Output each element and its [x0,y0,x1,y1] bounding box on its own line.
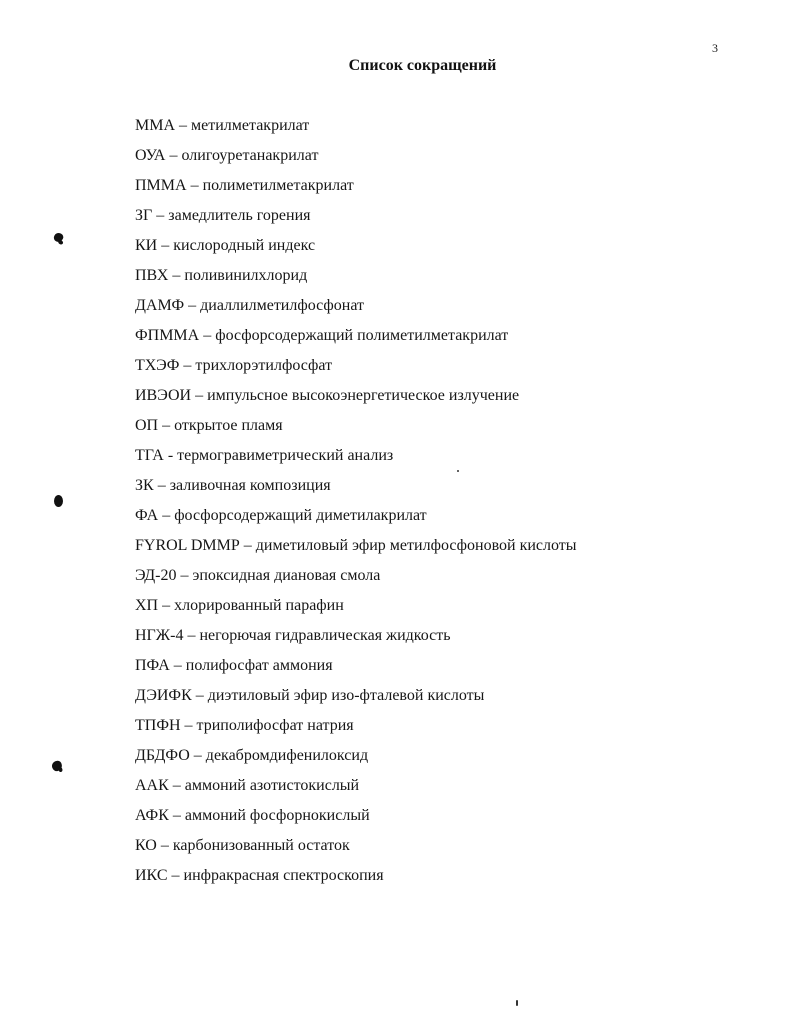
ink-blot-mark [51,760,64,773]
abbreviation-separator: – [203,327,212,344]
abbreviation-entry [135,356,577,386]
abbreviation-meaning: триполифосфат натрия [196,717,354,734]
abbreviation-meaning: кислородный индекс [173,237,316,254]
abbreviation-separator: – [193,747,202,764]
abbreviation-term: ТПФН [135,717,181,734]
abbreviation-separator: – [187,627,196,644]
abbreviation-separator: – [183,357,192,374]
abbreviation-term: ИВЭОИ [135,387,192,404]
abbreviation-separator: – [156,207,165,224]
abbreviation-entry [135,386,577,416]
abbreviation-term: ОУА [135,147,166,164]
abbreviation-meaning: импульсное высокоэнергетическое излучение [207,387,520,404]
scan-speck [457,470,459,472]
abbreviation-meaning: диаллилметилфосфонат [200,297,365,314]
abbreviation-term: ДАМФ [135,297,185,314]
abbreviation-entry [135,236,577,266]
abbreviation-meaning: аммоний азотистокислый [184,777,360,794]
abbreviation-meaning: инфракрасная спектроскопия [183,867,384,884]
abbreviation-meaning: полифосфат аммония [185,657,333,674]
abbreviation-separator: – [160,837,169,854]
abbreviation-entry [135,776,577,806]
abbreviation-entry [135,866,577,896]
abbreviation-separator: – [162,507,171,524]
abbreviation-entry [135,116,577,146]
abbreviation-entry [135,296,577,326]
abbreviation-term: ЭД-20 [135,567,177,584]
abbreviation-meaning: трихлорэтилфосфат [195,357,333,374]
abbreviation-meaning: диметиловый эфир метилфосфоновой кислоты [255,537,577,554]
abbreviation-entry [135,686,577,716]
abbreviation-term: КИ [135,237,158,254]
abbreviation-separator: – [162,597,171,614]
abbreviation-entry [135,536,577,566]
abbreviation-meaning: негорючая гидравлическая жидкость [199,627,451,644]
abbreviation-entry [135,836,577,866]
abbreviation-meaning: диэтиловый эфир изо-фталевой кислоты [207,687,485,704]
abbreviation-entry [135,206,577,236]
abbreviation-term: ТГА [135,447,164,464]
abbreviation-term: ДЭИФК [135,687,192,704]
abbreviation-entry [135,326,577,356]
abbreviation-meaning: полиметилметакрилат [202,177,354,194]
page-title: Список сокращений [348,57,497,74]
abbreviation-term: ПММА [135,177,187,194]
abbreviation-term: ИКС [135,867,168,884]
ink-blot-mark [54,495,63,507]
abbreviation-term: ЗК [135,477,154,494]
abbreviation-entry [135,476,577,506]
abbreviation-separator: – [180,567,189,584]
abbreviation-entry [135,146,577,176]
abbreviation-entry [135,566,577,596]
abbreviation-meaning: заливочная композиция [169,477,331,494]
abbreviation-meaning: олигоуретанакрилат [181,147,319,164]
abbreviation-list [135,116,577,896]
abbreviation-entry [135,746,577,776]
abbreviation-term: ААК [135,777,169,794]
abbreviation-entry [135,626,577,656]
abbreviation-term: КО [135,837,157,854]
abbreviation-term: ПФА [135,657,170,674]
abbreviation-term: ММА [135,117,176,134]
abbreviation-term: ПВХ [135,267,169,284]
abbreviation-separator: – [184,717,193,734]
abbreviation-separator: – [190,177,199,194]
abbreviation-term: ДБДФО [135,747,190,764]
abbreviation-term: ФПММА [135,327,200,344]
abbreviation-entry [135,716,577,746]
abbreviation-meaning: декабромдифенилоксид [205,747,369,764]
abbreviation-meaning: хлорированный парафин [174,597,344,614]
abbreviation-entry [135,506,577,536]
abbreviation-separator: – [179,117,188,134]
abbreviation-entry [135,416,577,446]
ink-blot-mark [53,232,65,244]
abbreviation-separator: – [169,147,178,164]
abbreviation-separator: – [171,867,180,884]
abbreviation-meaning: замедлитель горения [168,207,311,224]
abbreviation-meaning: открытое пламя [174,417,283,434]
abbreviation-separator: – [157,477,166,494]
abbreviation-meaning: фосфорсодержащий полиметилметакрилат [215,327,509,344]
abbreviation-term: АФК [135,807,169,824]
abbreviation-term: ХП [135,597,159,614]
abbreviation-meaning: аммоний фосфорнокислый [184,807,370,824]
abbreviation-entry [135,596,577,626]
abbreviation-term: ОП [135,417,159,434]
abbreviation-entry [135,656,577,686]
abbreviation-entry [135,806,577,836]
abbreviation-term: ЗГ [135,207,153,224]
scan-speck [516,1000,518,1006]
abbreviation-separator: – [195,387,204,404]
abbreviation-separator: – [243,537,252,554]
abbreviation-meaning: метилметакрилат [191,117,310,134]
abbreviation-separator: – [172,807,181,824]
abbreviation-entry [135,176,577,206]
abbreviation-term: FYROL DMMP [135,537,240,554]
abbreviation-entry [135,446,577,476]
abbreviation-meaning: эпоксидная диановая смола [192,567,381,584]
abbreviation-meaning: карбонизованный остаток [172,837,350,854]
abbreviation-separator: – [172,777,181,794]
abbreviation-separator: – [172,267,181,284]
abbreviation-separator: – [188,297,197,314]
abbreviation-meaning: фосфорсодержащий диметилакрилат [174,507,427,524]
abbreviation-meaning: термогравиметрический анализ [177,447,394,464]
abbreviation-term: ФА [135,507,159,524]
abbreviation-term: НГЖ-4 [135,627,184,644]
abbreviation-term: ТХЭФ [135,357,180,374]
abbreviation-separator: – [173,657,182,674]
abbreviation-separator: - [167,447,174,464]
abbreviation-meaning: поливинилхлорид [184,267,308,284]
abbreviation-separator: – [161,237,170,254]
abbreviation-entry [135,266,577,296]
page-number: 3 [712,41,718,55]
abbreviation-separator: – [162,417,171,434]
abbreviation-separator: – [195,687,204,704]
